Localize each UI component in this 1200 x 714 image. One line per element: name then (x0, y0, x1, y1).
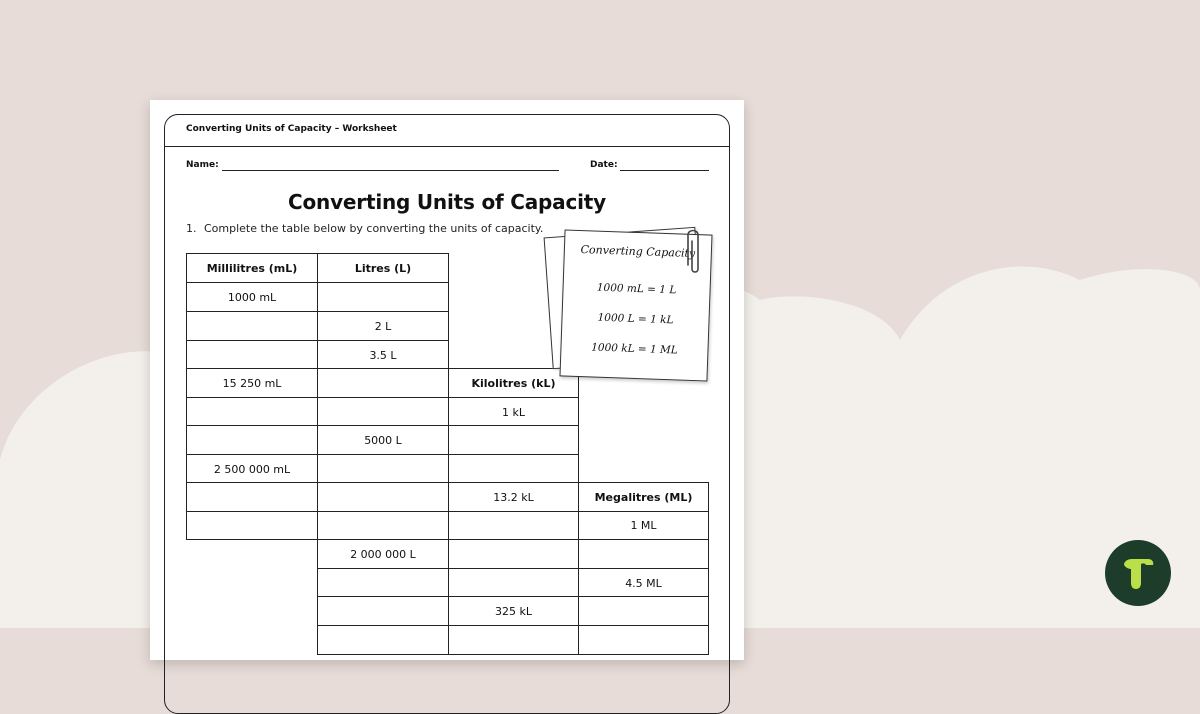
worksheet-header-title: Converting Units of Capacity – Worksheet (186, 124, 397, 134)
table-cell: 3.5 L (317, 340, 449, 370)
table-cell-blank[interactable] (448, 625, 579, 655)
name-line[interactable] (222, 170, 559, 171)
table-cell-blank[interactable] (578, 596, 709, 626)
table-cell-blank[interactable] (317, 596, 449, 626)
table-cell-blank[interactable] (578, 539, 709, 569)
table-cell: 1 ML (578, 511, 709, 540)
table-cell-blank[interactable] (317, 568, 449, 598)
header-kilolitres: Kilolitres (kL) (448, 368, 579, 398)
table-cell-blank[interactable] (448, 568, 579, 598)
note-line-2: 1000 L = 1 kL (597, 311, 674, 327)
table-cell: 2 000 000 L (317, 539, 449, 569)
table-cell-blank[interactable] (317, 454, 449, 484)
table-cell-blank[interactable] (186, 340, 318, 370)
table-cell: 2 500 000 mL (186, 454, 318, 484)
note-line-1: 1000 mL = 1 L (596, 281, 677, 297)
logo-mark-icon (1118, 553, 1158, 593)
table-cell: 4.5 ML (578, 568, 709, 598)
table-cell-blank[interactable] (317, 511, 449, 540)
table-cell-blank[interactable] (317, 482, 449, 512)
worksheet-page (150, 100, 744, 660)
date-label: Date: (590, 160, 618, 170)
header-megalitres: Megalitres (ML) (578, 482, 709, 512)
note-title: Converting Capacity (580, 243, 696, 261)
table-cell: 13.2 kL (448, 482, 579, 512)
table-cell-blank[interactable] (448, 454, 579, 484)
header-litres: Litres (L) (317, 253, 449, 283)
table-cell: 15 250 mL (186, 368, 318, 398)
table-cell-blank[interactable] (448, 425, 579, 455)
name-label: Name: (186, 160, 219, 170)
table-cell: 325 kL (448, 596, 579, 626)
instruction (186, 222, 543, 235)
table-cell: 2 L (317, 311, 449, 341)
table-cell-blank[interactable] (186, 311, 318, 341)
table-cell: 5000 L (317, 425, 449, 455)
table-cell-blank[interactable] (317, 625, 449, 655)
table-cell-blank[interactable] (186, 425, 318, 455)
table-cell-blank[interactable] (186, 511, 318, 540)
note-line-3: 1000 kL = 1 ML (590, 341, 678, 357)
table-cell-blank[interactable] (317, 282, 449, 312)
table-cell-blank[interactable] (317, 397, 449, 427)
table-cell-blank[interactable] (186, 397, 318, 427)
date-line[interactable] (620, 170, 709, 171)
teach-starter-logo-icon[interactable] (1105, 540, 1171, 606)
page-title: Converting Units of Capacity (288, 190, 606, 214)
header-millilitres: Millilitres (mL) (186, 253, 318, 283)
table-cell-blank[interactable] (448, 511, 579, 540)
table-cell: 1 kL (448, 397, 579, 427)
instruction-text: Complete the table below by converting the units of capacity. (204, 222, 544, 235)
paperclip-icon (682, 225, 702, 275)
instruction-number: 1. (186, 222, 197, 235)
table-cell: 1000 mL (186, 282, 318, 312)
header-divider (164, 146, 730, 147)
table-cell-blank[interactable] (186, 482, 318, 512)
table-cell-blank[interactable] (448, 539, 579, 569)
table-cell-blank[interactable] (578, 625, 709, 655)
table-cell-blank[interactable] (317, 368, 449, 398)
